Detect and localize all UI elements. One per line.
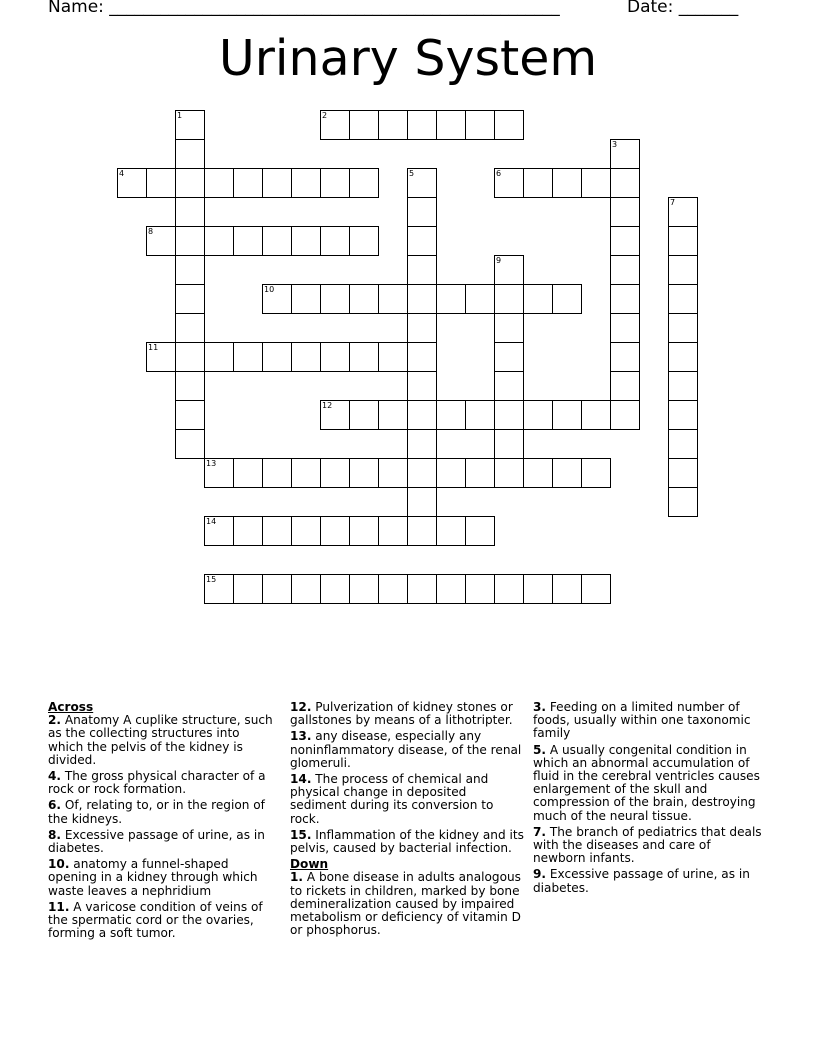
grid-cell[interactable] bbox=[291, 574, 321, 604]
clue-number: 2. bbox=[48, 713, 62, 728]
grid-cell[interactable] bbox=[233, 342, 263, 372]
grid-cell[interactable] bbox=[494, 342, 524, 372]
clue-text: any disease, especially any noninflammatory disease, of the renal glomeruli. bbox=[290, 729, 522, 770]
clue-text: Of, relating to, or in the region of the kidneys. bbox=[48, 798, 265, 826]
clue-number: 12. bbox=[290, 700, 312, 714]
grid-cell[interactable] bbox=[378, 284, 408, 314]
clue-number: 13. bbox=[290, 729, 312, 744]
grid-cell[interactable] bbox=[175, 400, 205, 430]
clue-item bbox=[48, 829, 274, 855]
grid-cell[interactable] bbox=[291, 516, 321, 546]
grid-cell[interactable] bbox=[610, 284, 640, 314]
grid-cell[interactable] bbox=[204, 342, 234, 372]
grid-cell[interactable] bbox=[407, 400, 437, 430]
clue-text: A usually congenital condition in which an abnormal accumulation of fluid in the cerebral ventricles causes enlargement of the skull and compression of the brain, destroying much of the neural tissue. bbox=[533, 742, 760, 823]
grid-cell[interactable] bbox=[262, 458, 292, 488]
grid-cell[interactable] bbox=[146, 342, 176, 372]
grid-cell[interactable] bbox=[262, 516, 292, 546]
clue-text: Pulverization of kidney stones or gallstones by means of a lithotripter. bbox=[290, 700, 513, 728]
grid-cell[interactable] bbox=[233, 226, 263, 256]
clue-text: A bone disease in adults analogous to rickets in children, marked by bone demineralization caused by impaired metabolism or deficiency of vitamin D or phosphorus. bbox=[290, 870, 521, 938]
grid-cell[interactable] bbox=[610, 168, 640, 198]
clue-number-15: 15 bbox=[206, 575, 217, 584]
clue-number: 3. bbox=[533, 700, 547, 714]
clue-text: Feeding on a limited number of foods, usually within one taxonomic family bbox=[533, 700, 751, 741]
grid-cell[interactable] bbox=[175, 284, 205, 314]
grid-cell[interactable] bbox=[262, 168, 292, 198]
grid-cell[interactable] bbox=[465, 458, 495, 488]
clue-item bbox=[533, 826, 763, 866]
grid-cell[interactable] bbox=[349, 284, 379, 314]
grid-cell[interactable] bbox=[668, 226, 698, 256]
grid-cell[interactable] bbox=[494, 400, 524, 430]
grid-cell[interactable] bbox=[204, 226, 234, 256]
grid-cell[interactable] bbox=[610, 400, 640, 430]
name-field[interactable]: Name: _____________________________________________________ bbox=[48, 0, 560, 17]
clue-number-6: 6 bbox=[496, 169, 502, 178]
grid-cell[interactable] bbox=[175, 342, 205, 372]
grid-cell[interactable] bbox=[175, 226, 205, 256]
grid-cell[interactable] bbox=[349, 342, 379, 372]
grid-cell[interactable] bbox=[349, 574, 379, 604]
grid-cell[interactable] bbox=[494, 313, 524, 343]
clues-column-3 bbox=[533, 701, 763, 898]
grid-cell[interactable] bbox=[668, 284, 698, 314]
clue-text: Excessive passage of urine, as in diabetes. bbox=[533, 867, 750, 895]
grid-cell[interactable] bbox=[610, 371, 640, 401]
clue-item bbox=[290, 773, 524, 826]
grid-cell[interactable] bbox=[465, 400, 495, 430]
clue-text: The gross physical character of a rock or rock formation. bbox=[48, 769, 266, 797]
grid-cell[interactable] bbox=[291, 168, 321, 198]
grid-cell[interactable] bbox=[262, 226, 292, 256]
grid-cell[interactable] bbox=[407, 371, 437, 401]
clue-number-12: 12 bbox=[322, 401, 333, 410]
clues-column-2 bbox=[290, 701, 524, 940]
grid-cell[interactable] bbox=[610, 255, 640, 285]
grid-cell[interactable] bbox=[610, 139, 640, 169]
grid-cell[interactable] bbox=[494, 429, 524, 459]
grid-cell[interactable] bbox=[407, 197, 437, 227]
grid-cell[interactable] bbox=[378, 400, 408, 430]
grid-cell[interactable] bbox=[494, 168, 524, 198]
grid-cell[interactable] bbox=[175, 313, 205, 343]
across-heading: Across bbox=[48, 700, 94, 714]
grid-cell[interactable] bbox=[407, 110, 437, 140]
grid-cell[interactable] bbox=[233, 516, 263, 546]
grid-cell[interactable] bbox=[320, 226, 350, 256]
grid-cell[interactable] bbox=[204, 458, 234, 488]
grid-cell[interactable] bbox=[349, 458, 379, 488]
grid-cell[interactable] bbox=[552, 284, 582, 314]
date-field[interactable]: Date: _______ bbox=[627, 0, 739, 17]
clue-text: A varicose condition of veins of the spermatic cord or the ovaries, forming a soft tumor. bbox=[48, 899, 263, 941]
grid-cell[interactable] bbox=[175, 429, 205, 459]
grid-cell[interactable] bbox=[436, 516, 466, 546]
grid-cell[interactable] bbox=[233, 574, 263, 604]
clue-item bbox=[290, 701, 524, 727]
clue-item bbox=[290, 871, 524, 937]
grid-cell[interactable] bbox=[552, 574, 582, 604]
grid-cell[interactable] bbox=[581, 574, 611, 604]
grid-cell[interactable] bbox=[668, 429, 698, 459]
clue-number: 11. bbox=[48, 899, 70, 914]
clue-number: 4. bbox=[48, 769, 62, 784]
clue-number-4: 4 bbox=[119, 169, 125, 178]
clue-item bbox=[48, 901, 274, 941]
clue-item bbox=[48, 770, 274, 796]
clue-item bbox=[533, 744, 763, 823]
grid-cell[interactable] bbox=[291, 226, 321, 256]
grid-cell[interactable] bbox=[436, 574, 466, 604]
grid-cell[interactable] bbox=[175, 371, 205, 401]
grid-cell[interactable] bbox=[291, 342, 321, 372]
grid-cell[interactable] bbox=[668, 197, 698, 227]
grid-cell[interactable] bbox=[523, 574, 553, 604]
grid-cell[interactable] bbox=[436, 284, 466, 314]
grid-cell[interactable] bbox=[378, 516, 408, 546]
clue-text: Excessive passage of urine, as in diabetes. bbox=[48, 827, 265, 856]
clue-text: anatomy a funnel-shaped opening in a kidney through which waste leaves a nephridium bbox=[48, 857, 258, 898]
grid-cell[interactable] bbox=[436, 400, 466, 430]
clue-number: 8. bbox=[48, 827, 62, 842]
grid-cell[interactable] bbox=[494, 458, 524, 488]
grid-cell[interactable] bbox=[320, 458, 350, 488]
grid-cell[interactable] bbox=[465, 574, 495, 604]
grid-cell[interactable] bbox=[465, 110, 495, 140]
clue-text: Anatomy A cuplike structure, such as the collecting structures into which the pelvis of the kidney is divided. bbox=[48, 713, 273, 767]
grid-cell[interactable] bbox=[523, 458, 553, 488]
clue-number-3: 3 bbox=[612, 140, 618, 149]
clue-text: Inflammation of the kidney and its pelvis, caused by bacterial infection. bbox=[290, 827, 524, 856]
grid-cell[interactable] bbox=[349, 168, 379, 198]
grid-cell[interactable] bbox=[552, 168, 582, 198]
grid-cell[interactable] bbox=[523, 284, 553, 314]
grid-cell[interactable] bbox=[378, 342, 408, 372]
clue-text: The process of chemical and physical change in deposited sediment during its conversion to rock. bbox=[290, 772, 494, 826]
grid-cell[interactable] bbox=[175, 255, 205, 285]
clue-item bbox=[48, 714, 274, 767]
grid-cell[interactable] bbox=[320, 400, 350, 430]
grid-cell[interactable] bbox=[407, 255, 437, 285]
grid-cell[interactable] bbox=[262, 574, 292, 604]
clue-number-14: 14 bbox=[206, 517, 217, 526]
clue-item bbox=[533, 701, 763, 741]
grid-cell[interactable] bbox=[407, 168, 437, 198]
clue-number-10: 10 bbox=[264, 285, 275, 294]
grid-cell[interactable] bbox=[349, 226, 379, 256]
grid-cell[interactable] bbox=[668, 255, 698, 285]
grid-cell[interactable] bbox=[349, 400, 379, 430]
grid-cell[interactable] bbox=[494, 110, 524, 140]
clue-number: 6. bbox=[48, 798, 62, 813]
clue-item bbox=[48, 799, 274, 825]
grid-cell[interactable] bbox=[204, 516, 234, 546]
grid-cell[interactable] bbox=[581, 168, 611, 198]
grid-cell[interactable] bbox=[523, 168, 553, 198]
grid-cell[interactable] bbox=[494, 574, 524, 604]
grid-cell[interactable] bbox=[291, 284, 321, 314]
grid-cell[interactable] bbox=[407, 458, 437, 488]
grid-cell[interactable] bbox=[581, 400, 611, 430]
grid-cell[interactable] bbox=[378, 574, 408, 604]
grid-cell[interactable] bbox=[378, 110, 408, 140]
clues-column-1 bbox=[48, 701, 274, 943]
clue-number: 14. bbox=[290, 772, 312, 787]
clue-number: 5. bbox=[533, 742, 547, 757]
grid-cell[interactable] bbox=[494, 371, 524, 401]
grid-cell[interactable] bbox=[436, 458, 466, 488]
grid-cell[interactable] bbox=[291, 458, 321, 488]
grid-cell[interactable] bbox=[668, 371, 698, 401]
grid-cell[interactable] bbox=[523, 400, 553, 430]
grid-cell[interactable] bbox=[320, 516, 350, 546]
grid-cell[interactable] bbox=[204, 168, 234, 198]
clue-number-13: 13 bbox=[206, 459, 217, 468]
grid-cell[interactable] bbox=[668, 400, 698, 430]
grid-cell[interactable] bbox=[407, 313, 437, 343]
grid-cell[interactable] bbox=[668, 342, 698, 372]
clue-text: The branch of pediatrics that deals with the diseases and care of newborn infants. bbox=[533, 824, 762, 866]
grid-cell[interactable] bbox=[668, 487, 698, 517]
clue-item bbox=[48, 858, 274, 898]
grid-cell[interactable] bbox=[349, 516, 379, 546]
grid-cell[interactable] bbox=[146, 168, 176, 198]
grid-cell[interactable] bbox=[407, 226, 437, 256]
grid-cell[interactable] bbox=[436, 110, 466, 140]
grid-cell[interactable] bbox=[175, 110, 205, 140]
grid-cell[interactable] bbox=[320, 284, 350, 314]
grid-cell[interactable] bbox=[668, 313, 698, 343]
grid-cell[interactable] bbox=[204, 574, 234, 604]
grid-cell[interactable] bbox=[146, 226, 176, 256]
grid-cell[interactable] bbox=[320, 574, 350, 604]
grid-cell[interactable] bbox=[407, 574, 437, 604]
clue-number-8: 8 bbox=[148, 227, 154, 236]
grid-cell[interactable] bbox=[465, 284, 495, 314]
grid-cell[interactable] bbox=[465, 516, 495, 546]
grid-cell[interactable] bbox=[233, 458, 263, 488]
grid-cell[interactable] bbox=[581, 458, 611, 488]
grid-cell[interactable] bbox=[610, 197, 640, 227]
clue-number: 9. bbox=[533, 867, 547, 882]
grid-cell[interactable] bbox=[610, 226, 640, 256]
clue-item bbox=[533, 868, 763, 894]
grid-cell[interactable] bbox=[494, 255, 524, 285]
grid-cell[interactable] bbox=[320, 110, 350, 140]
clue-number-5: 5 bbox=[409, 169, 415, 178]
grid-cell[interactable] bbox=[349, 110, 379, 140]
grid-cell[interactable] bbox=[407, 284, 437, 314]
clue-number-1: 1 bbox=[177, 111, 183, 120]
grid-cell[interactable] bbox=[320, 168, 350, 198]
clue-number: 15. bbox=[290, 827, 312, 842]
grid-cell[interactable] bbox=[610, 313, 640, 343]
grid-cell[interactable] bbox=[175, 168, 205, 198]
puzzle-title: Urinary System bbox=[218, 30, 598, 87]
clue-number-2: 2 bbox=[322, 111, 328, 120]
clue-number-9: 9 bbox=[496, 256, 502, 265]
grid-cell[interactable] bbox=[233, 168, 263, 198]
grid-cell[interactable] bbox=[552, 400, 582, 430]
grid-cell[interactable] bbox=[407, 429, 437, 459]
grid-cell[interactable] bbox=[262, 284, 292, 314]
grid-cell[interactable] bbox=[552, 458, 582, 488]
clue-number: 1. bbox=[290, 870, 304, 885]
grid-cell[interactable] bbox=[407, 516, 437, 546]
grid-cell[interactable] bbox=[378, 458, 408, 488]
grid-cell[interactable] bbox=[668, 458, 698, 488]
clue-number: 7. bbox=[533, 824, 547, 839]
grid-cell[interactable] bbox=[262, 342, 292, 372]
grid-cell[interactable] bbox=[175, 139, 205, 169]
grid-cell[interactable] bbox=[175, 197, 205, 227]
grid-cell[interactable] bbox=[494, 284, 524, 314]
clue-item bbox=[290, 829, 524, 855]
grid-cell[interactable] bbox=[610, 342, 640, 372]
clue-number-7: 7 bbox=[670, 198, 676, 207]
clue-item bbox=[290, 730, 524, 770]
clue-number-11: 11 bbox=[148, 343, 159, 352]
grid-cell[interactable] bbox=[320, 342, 350, 372]
grid-cell[interactable] bbox=[407, 342, 437, 372]
grid-cell[interactable] bbox=[117, 168, 147, 198]
grid-cell[interactable] bbox=[407, 487, 437, 517]
down-heading: Down bbox=[290, 857, 329, 872]
clue-number: 10. bbox=[48, 857, 70, 872]
